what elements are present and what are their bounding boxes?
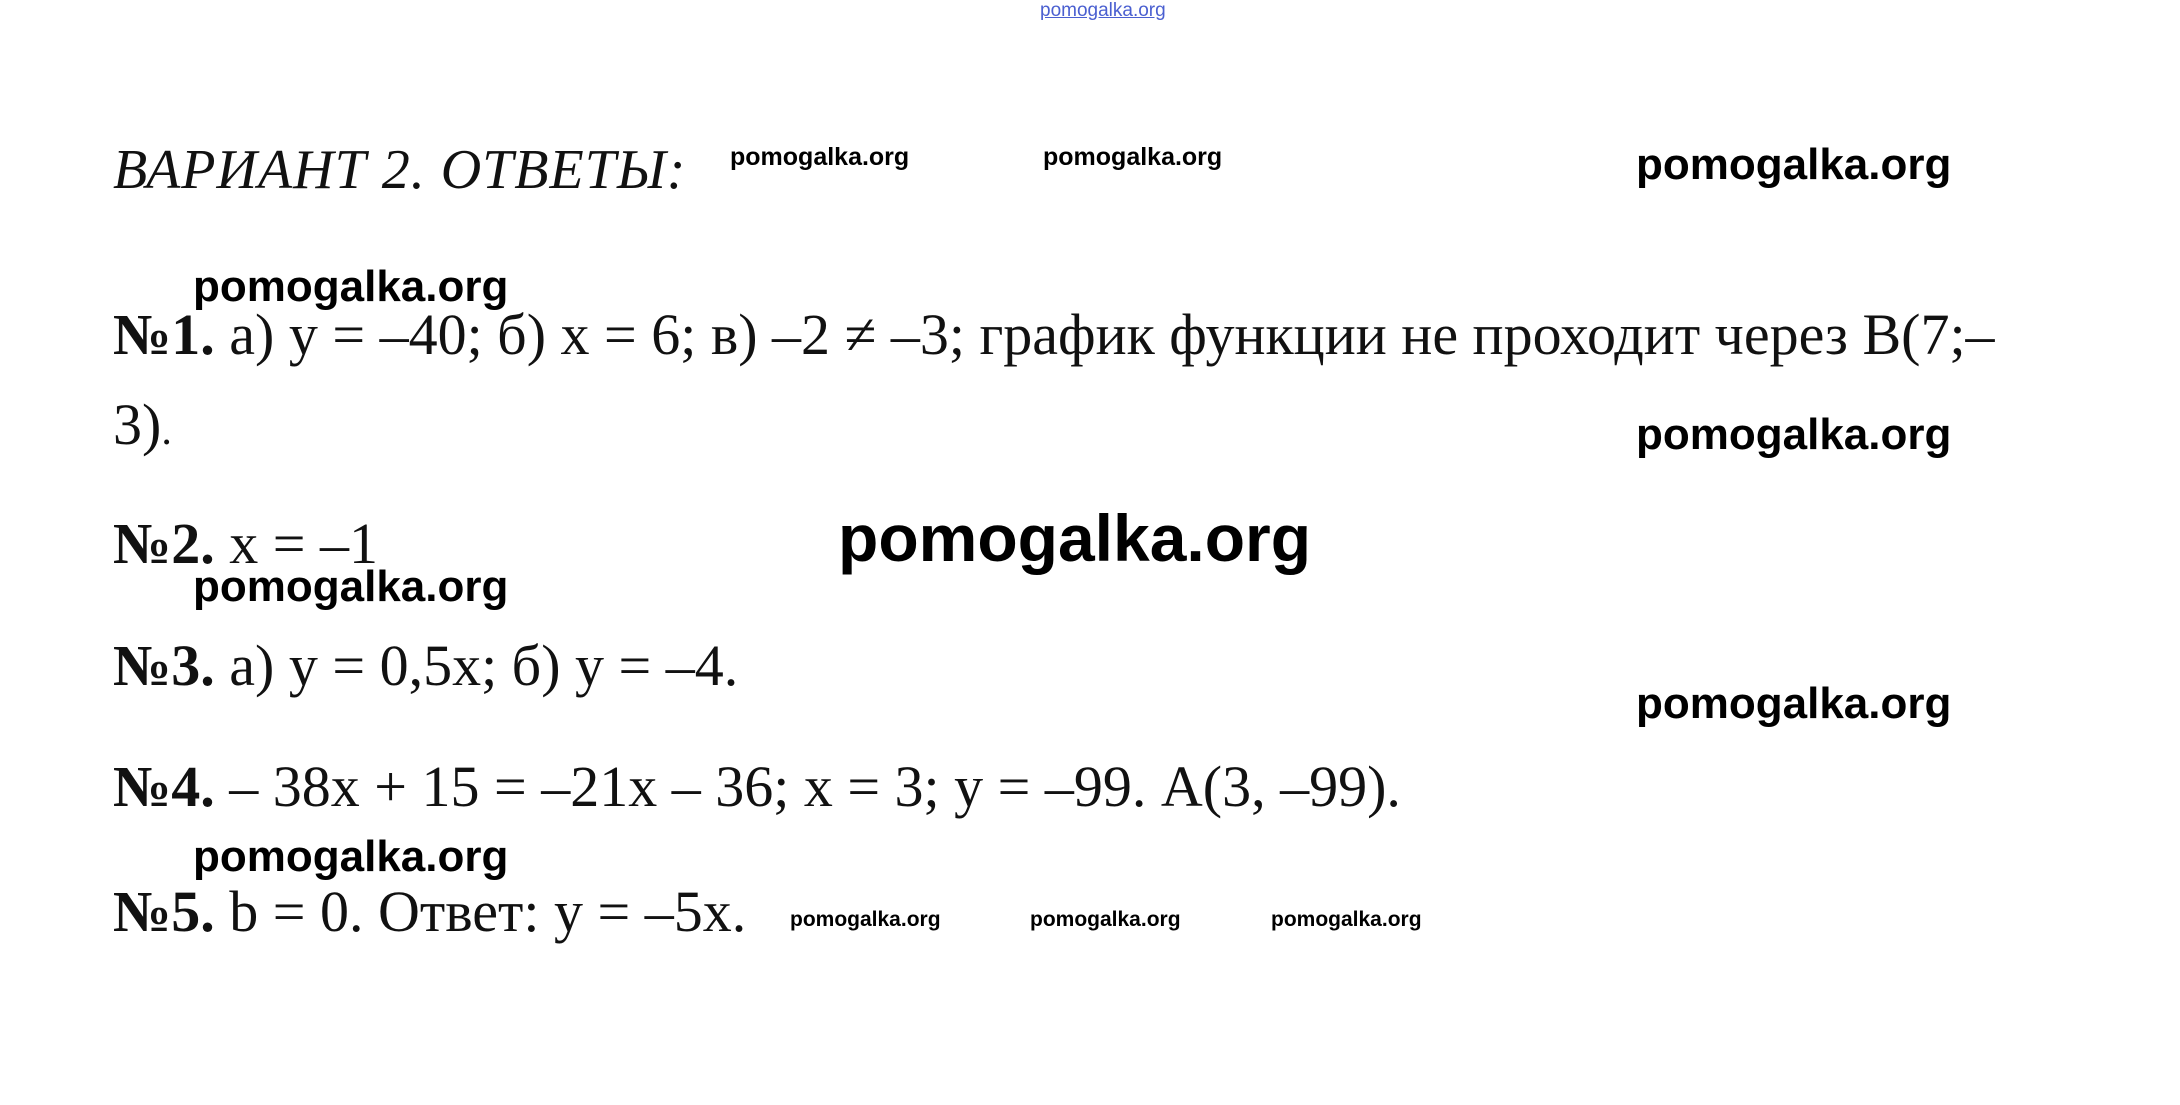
answer-3-number: №3. (113, 633, 215, 698)
watermark-bottom-2: pomogalka.org (1030, 908, 1181, 931)
answer-1-continuation-period: . (161, 408, 172, 454)
answer-5 (113, 879, 747, 944)
answer-4 (113, 754, 1401, 819)
watermark-right-1: pomogalka.org (1636, 140, 1952, 189)
answer-5-number: №5. (113, 879, 215, 944)
answer-2-text: х = –1 (214, 511, 379, 576)
top-watermark-link[interactable]: pomogalka.org (1040, 0, 1166, 21)
watermark-left-1: pomogalka.org (193, 262, 509, 311)
answer-5-text: b = 0. Ответ: у = –5х. (214, 879, 747, 944)
answer-1-continuation-text: 3) (113, 392, 162, 457)
page-title: ВАРИАНТ 2. ОТВЕТЫ: (113, 139, 687, 201)
watermark-bottom-3: pomogalka.org (1271, 908, 1422, 931)
answer-3-text: а) у = 0,5х; б) у = –4. (214, 633, 739, 698)
watermark-center-big: pomogalka.org (838, 501, 1312, 575)
answer-1-continuation (113, 392, 172, 457)
watermark-left-3: pomogalka.org (193, 832, 509, 881)
watermark-heading-small-2: pomogalka.org (1043, 143, 1223, 171)
answer-3 (113, 633, 739, 698)
answer-4-text: – 38х + 15 = –21х – 36; х = 3; у = –99. А(3, –99). (214, 754, 1401, 819)
watermark-left-2: pomogalka.org (193, 562, 509, 611)
answer-1-text: а) у = –40; б) х = 6; в) –2 ≠ –3; график функции не проходит через В(7;– (214, 302, 1995, 367)
answer-4-number: №4. (113, 754, 215, 819)
watermark-bottom-1: pomogalka.org (790, 908, 941, 931)
watermark-right-3: pomogalka.org (1636, 679, 1952, 728)
answer-1 (113, 302, 1995, 367)
answer-1-number: №1. (113, 302, 215, 367)
watermark-right-2: pomogalka.org (1636, 410, 1952, 459)
answer-2-number: №2. (113, 511, 215, 576)
watermark-heading-small-1: pomogalka.org (730, 143, 910, 171)
